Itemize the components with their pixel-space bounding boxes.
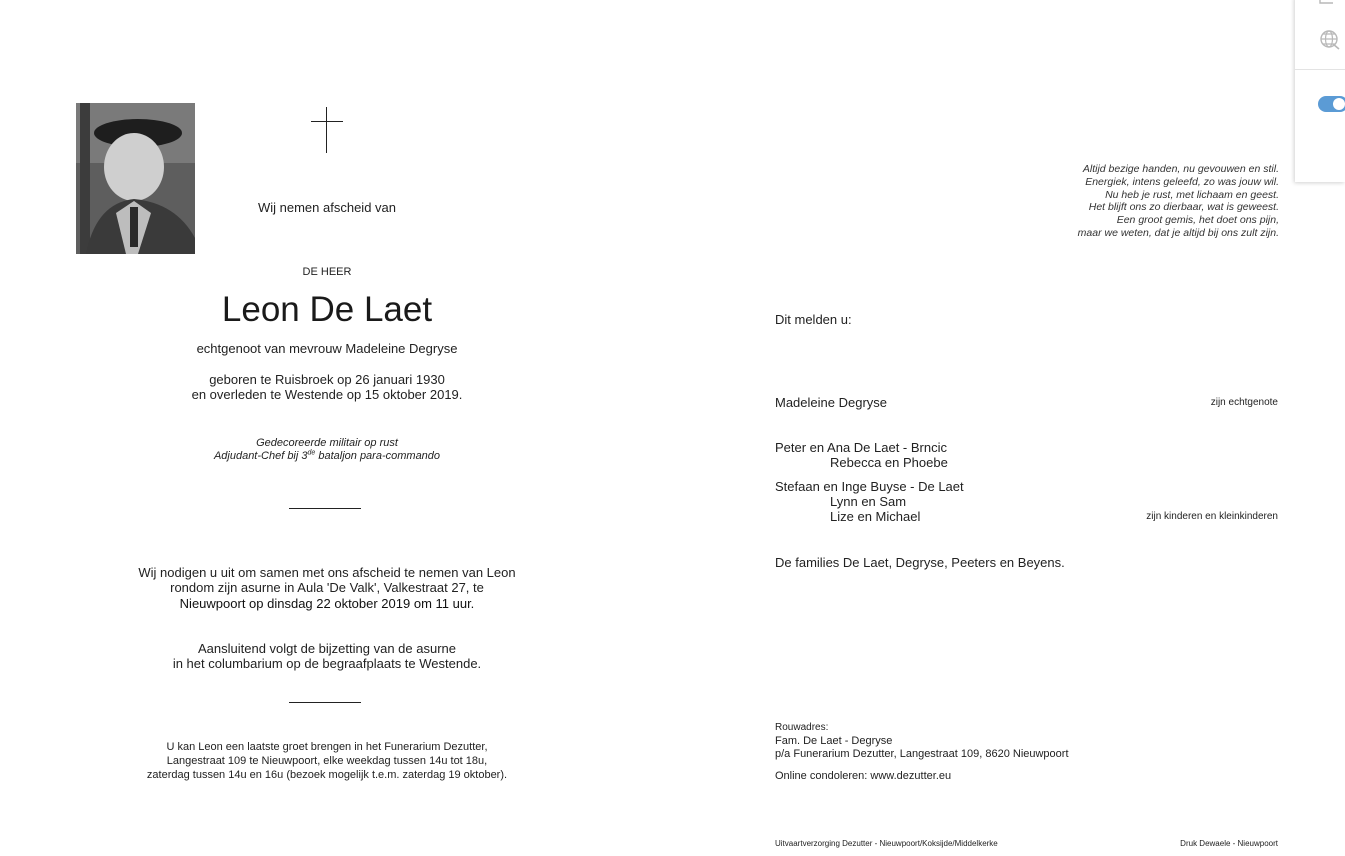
- poem-line: Altijd bezige handen, nu gevouwen en stil.: [1082, 163, 1279, 175]
- poem-line: Het blijft ons zo dierbaar, wat is geweest.: [1088, 201, 1279, 214]
- toggle-switch[interactable]: [1318, 95, 1345, 118]
- separator: [289, 702, 361, 703]
- family-2: Stefaan en Inge Buyse - De Laet: [775, 479, 964, 494]
- spouse-role: zijn echtgenote: [1210, 397, 1278, 408]
- footer-right: Druk Dewaele - Nieuwpoort: [1180, 839, 1278, 848]
- spouse-name: Madeleine Degryse: [775, 395, 888, 410]
- share-icon[interactable]: [1318, 0, 1340, 11]
- poem-line: Energiek, intens geleefd, zo was jouw wil.: [1085, 175, 1279, 188]
- family-2-kids-b: Lize en Michael: [830, 509, 921, 524]
- visit-line-2: Langestraat 109 te Nieuwpoort, elke weekdag tussen 14u tot 18u,: [166, 755, 488, 767]
- toolbar-divider: [1295, 69, 1345, 70]
- separator: [289, 508, 361, 509]
- invite-line-1: Wij nodigen u uit om samen met ons afscheid te nemen van Leon: [138, 565, 516, 580]
- military-line-1: Gedecoreerde militair op rust: [256, 437, 398, 449]
- visit-line-3: zaterdag tussen 14u en 16u (bezoek mogelijk t.e.m. zaterdag 19 oktober).: [146, 769, 508, 781]
- invite-line-3: Nieuwpoort op dinsdag 22 oktober 2019 om 11 uur.: [179, 596, 475, 611]
- poem: [959, 163, 1279, 240]
- burial-line-2: in het columbarium op de begraafplaats te Westende.: [172, 656, 482, 671]
- address-label: Rouwadres:: [775, 722, 829, 733]
- poem-line: maar we weten, dat je altijd bij ons zult zijn.: [1077, 226, 1279, 239]
- salutation: DE HEER: [302, 266, 352, 278]
- cross-vertical: [326, 107, 327, 153]
- cross-horizontal: [311, 121, 343, 122]
- children-role: zijn kinderen en kleinkinderen: [1146, 511, 1278, 522]
- address-line-2: p/a Funerarium Dezutter, Langestraat 109, 8620 Nieuwpoort: [775, 748, 1069, 760]
- condolence-link[interactable]: Online condoleren: www.dezutter.eu: [775, 770, 952, 782]
- address-line-1: Fam. De Laet - Degryse: [775, 735, 893, 747]
- death-line: en overleden te Westende op 15 oktober 2019.: [191, 387, 463, 402]
- military-line-2: Adjudant-Chef bij 3de bataljon para-commando: [213, 449, 441, 462]
- poem-line: Een groot gemis, het doet ons pijn,: [1116, 214, 1279, 227]
- visit-line-1: U kan Leon een laatste groet brengen in het Funerarium Dezutter,: [166, 741, 488, 753]
- portrait-photo: [76, 103, 195, 254]
- family-1-kids: Rebecca en Phoebe: [830, 455, 948, 470]
- birth-line: geboren te Ruisbroek op 26 januari 1930: [209, 372, 445, 387]
- floating-toolbar: [1295, 0, 1345, 182]
- intro-text: Wij nemen afscheid van: [257, 200, 396, 215]
- globe-icon[interactable]: [1319, 29, 1341, 56]
- invite-line-2: rondom zijn asurne in Aula 'De Valk', Valkestraat 27, te: [170, 580, 484, 595]
- footer-left: Uitvaartverzorging Dezutter - Nieuwpoort/Koksijde/Middelkerke: [775, 839, 998, 848]
- announce-label: Dit melden u:: [775, 312, 852, 327]
- deceased-name: Leon De Laet: [221, 290, 433, 329]
- family-2-kids-a: Lynn en Sam: [830, 494, 907, 509]
- spouse-line: echtgenoot van mevrouw Madeleine Degryse: [196, 341, 458, 356]
- families-line: De families De Laet, Degryse, Peeters en Beyens.: [775, 555, 1065, 570]
- poem-line: Nu heb je rust, met lichaam en geest.: [1105, 188, 1279, 201]
- burial-line-1: Aansluitend volgt de bijzetting van de asurne: [197, 641, 456, 656]
- family-1: Peter en Ana De Laet - Brncic: [775, 440, 947, 455]
